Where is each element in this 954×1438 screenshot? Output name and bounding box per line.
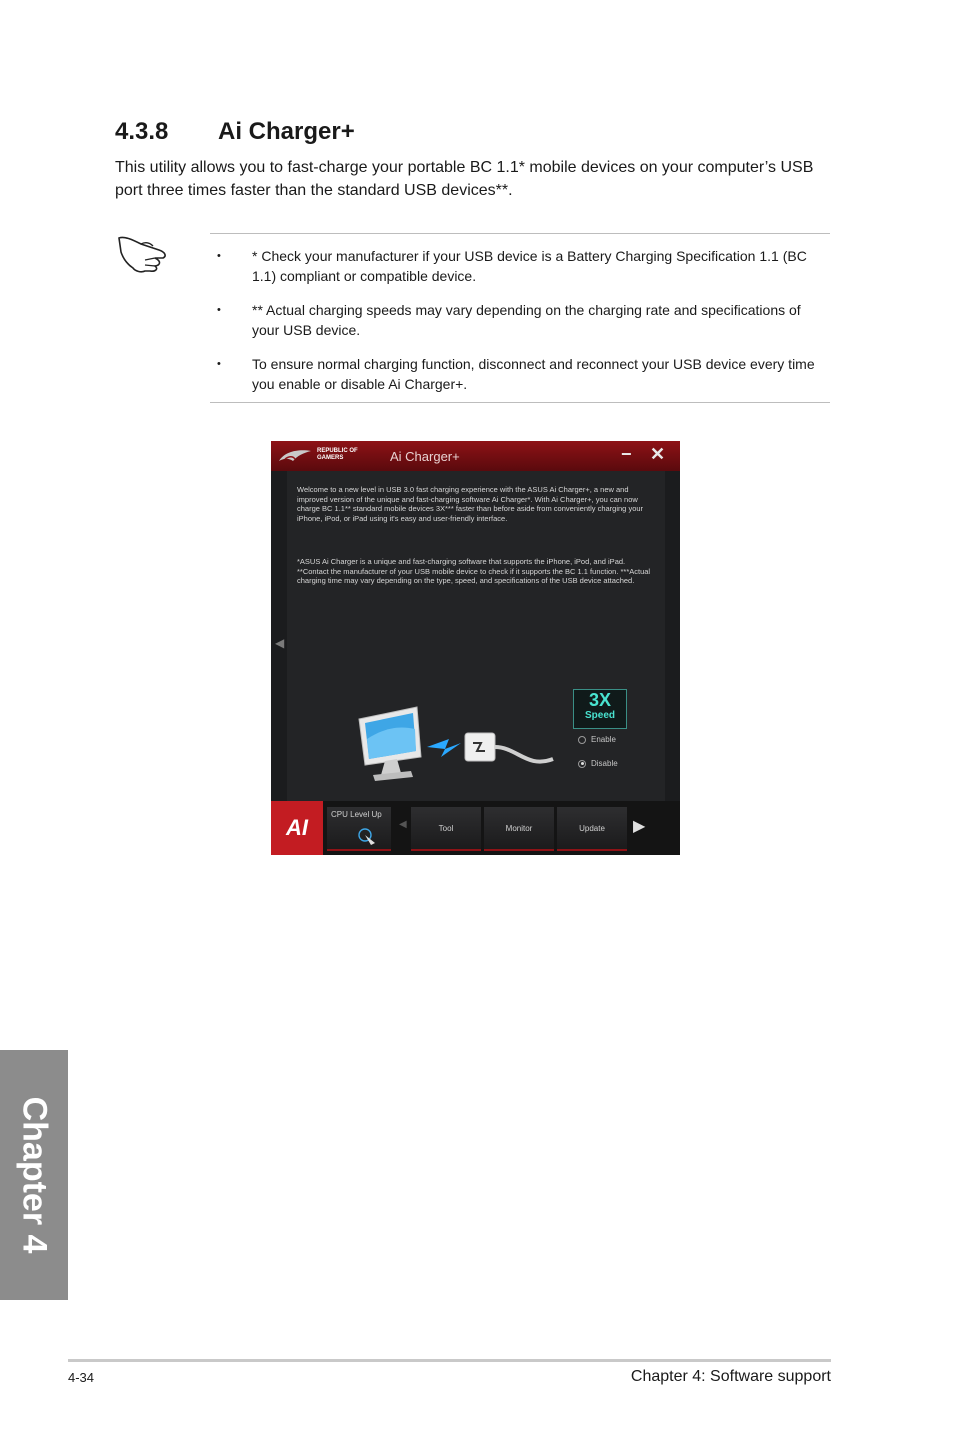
lightning-icon — [427, 739, 461, 757]
minimize-button[interactable]: − — [621, 444, 632, 464]
radio-selected-icon — [578, 760, 586, 768]
chapter-tab-label: Chapter 4 — [15, 1096, 54, 1254]
page-number: 4-34 — [68, 1370, 95, 1385]
footer-chapter-title: Chapter 4: Software support — [630, 1368, 831, 1385]
section-title: Ai Charger+ — [218, 118, 355, 145]
update-tile[interactable]: Update — [557, 807, 627, 851]
ai-suite-logo: AI — [271, 801, 323, 855]
chevron-left-icon[interactable]: ◀ — [275, 636, 285, 650]
monitor-icon — [359, 707, 421, 781]
close-button[interactable]: ✕ — [650, 444, 666, 464]
fine-print-text: *ASUS Ai Charger is a unique and fast-charging software that supports the iPhone, iPod, and iPad. **Contact the manufacturer of your USB mobile device to check if it supports the BC 1.1 function. ***Actual charging time may vary depending on the type, speed, and specifications of the USB device attached. — [297, 557, 651, 585]
cpu-level-up-tile[interactable]: CPU Level Up — [327, 807, 391, 851]
app-title: Ai Charger+ — [390, 449, 460, 464]
hand-click-icon — [357, 827, 379, 847]
app-taskbar — [271, 801, 680, 855]
section-heading — [115, 118, 355, 146]
monitor-tile[interactable]: Monitor — [484, 807, 554, 851]
disable-radio[interactable]: Disable — [578, 759, 618, 768]
intro-paragraph: This utility allows you to fast-charge your portable BC 1.1* mobile devices on your computer’s USB port three times faster than the standard USB devices**. — [115, 159, 814, 199]
chevron-left-icon[interactable]: ◀ — [399, 819, 407, 830]
chevron-right-icon[interactable]: ▶ — [633, 818, 646, 835]
pointing-hand-icon — [115, 228, 175, 274]
welcome-text: Welcome to a new level in USB 3.0 fast charging experience with the ASUS Ai Charger+, a new and improved version of the unique and fast-charging software Ai Charger*. With Ai Charger+, you can now charge BC 1.1** standard mobile devices 3X*** faster than before aside from conveniently charging your iPhone, iPod, or iPad using it's easy and user-friendly interface. — [297, 485, 644, 523]
note-item: • To ensure normal charging function, disconnect and reconnect your USB device every time you enable or disable Ai Charger+. — [217, 356, 815, 392]
rog-eye-icon — [277, 447, 313, 465]
window-titlebar[interactable] — [271, 441, 680, 471]
chapter-tab — [0, 1050, 68, 1300]
note-box — [210, 233, 830, 403]
radio-circle-icon — [578, 736, 586, 744]
ai-charger-window — [271, 441, 680, 855]
section-number: 4.3.8 — [115, 118, 169, 145]
note-item: • * Check your manufacturer if your USB device is a Battery Charging Specification 1.1 (BC 1.1) compliant or compatible device. — [217, 248, 807, 284]
app-content — [287, 471, 665, 801]
speed-badge: 3X Speed — [573, 689, 627, 729]
charging-illustration — [357, 699, 577, 809]
tool-tile[interactable]: Tool — [411, 807, 481, 851]
footer-divider — [68, 1359, 831, 1362]
usb-plug-icon — [465, 733, 553, 762]
note-item: • ** Actual charging speeds may vary depending on the charging rate and specifications of your USB device. — [217, 302, 801, 338]
rog-brand-text: REPUBLIC OF GAMERS — [317, 448, 358, 461]
enable-radio[interactable]: Enable — [578, 735, 616, 744]
